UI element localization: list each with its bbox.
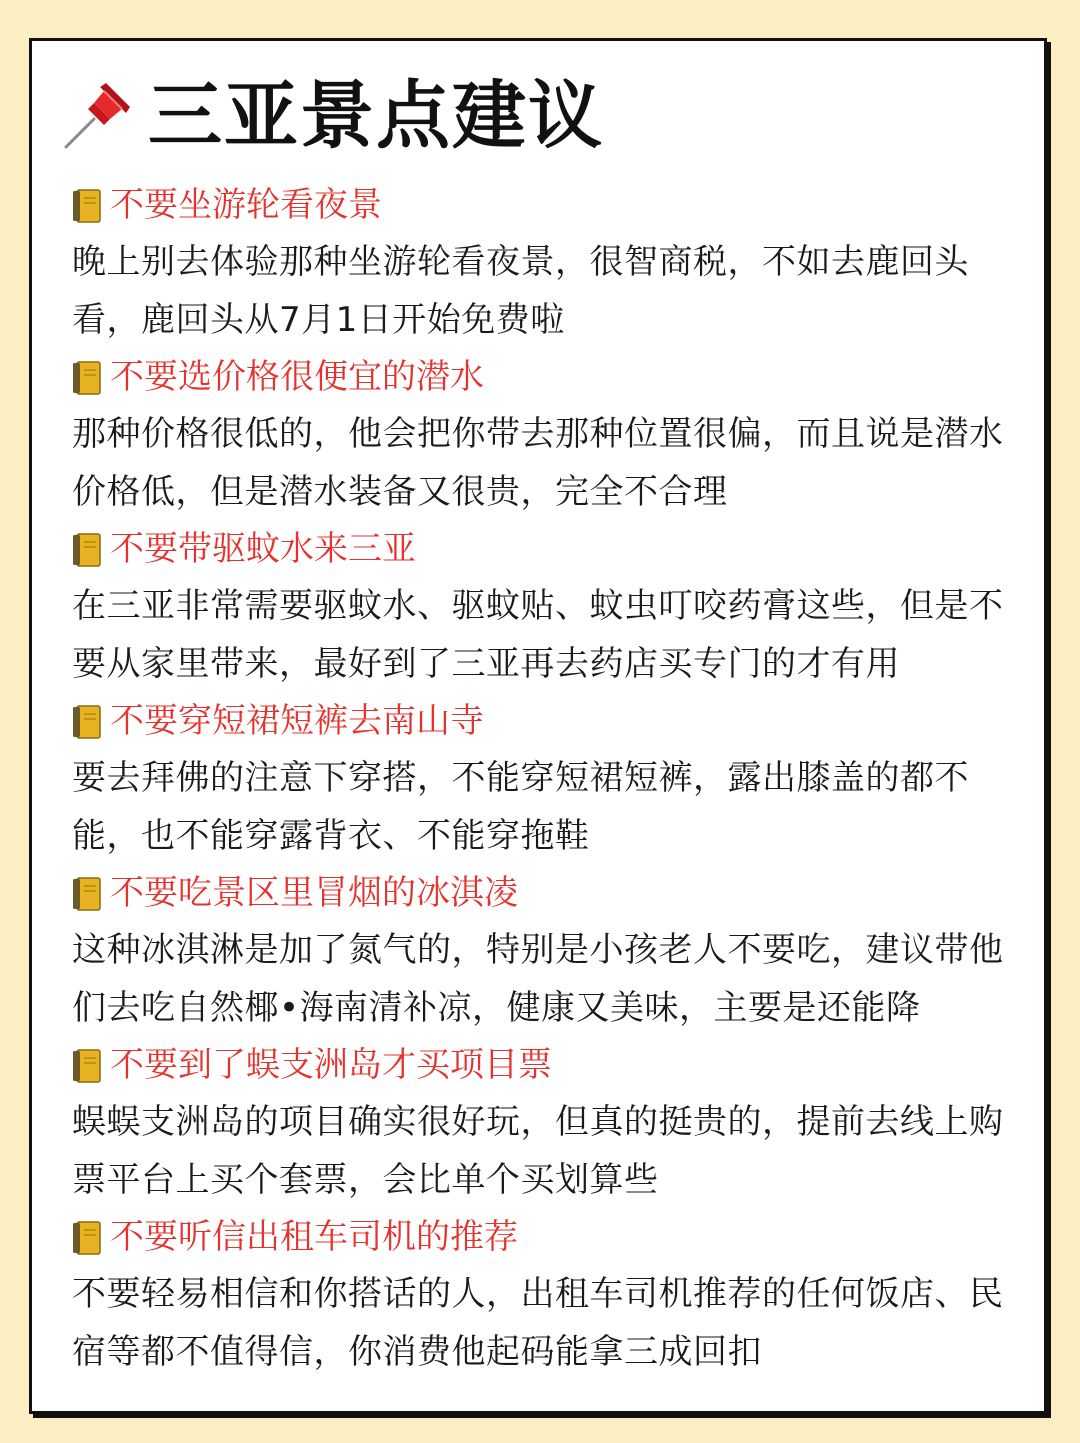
ledger-notebook-icon bbox=[72, 360, 102, 396]
page-title: 三亚景点建议 bbox=[148, 73, 604, 159]
pushpin-icon bbox=[60, 79, 134, 153]
ledger-notebook-icon bbox=[72, 1220, 102, 1256]
tip-body: 那种价格很低的，他会把你带去那种位置很偏，而且说是潜水价格低，但是潜水装备又很贵，完全不合理 bbox=[72, 414, 1004, 512]
tip-item bbox=[72, 521, 1032, 693]
tip-body: 要去拜佛的注意下穿搭，不能穿短裙短裤，露出膝盖的都不能，也不能穿露背衣、不能穿拖鞋 bbox=[72, 758, 969, 856]
tip-title: 不要带驱蚊水来三亚 bbox=[110, 529, 416, 569]
ledger-notebook-icon bbox=[72, 188, 102, 224]
tip-item bbox=[72, 865, 1032, 1037]
tip-title: 不要穿短裙短裤去南山寺 bbox=[110, 701, 484, 741]
ledger-notebook-icon bbox=[72, 876, 102, 912]
tip-item bbox=[72, 1209, 1032, 1381]
ledger-notebook-icon bbox=[72, 1048, 102, 1084]
tip-heading bbox=[72, 521, 1032, 578]
tip-item bbox=[72, 1037, 1032, 1209]
tip-title: 不要到了蜈支洲岛才买项目票 bbox=[110, 1045, 552, 1085]
tip-heading bbox=[72, 693, 1032, 750]
ledger-notebook-icon bbox=[72, 704, 102, 740]
title-row bbox=[60, 71, 604, 161]
tip-item bbox=[72, 693, 1032, 865]
tip-title: 不要吃景区里冒烟的冰淇凌 bbox=[110, 873, 518, 913]
tip-body: 在三亚非常需要驱蚊水、驱蚊贴、蚊虫叮咬药膏这些，但是不要从家里带来，最好到了三亚再去药店买专门的才有用 bbox=[72, 586, 1004, 684]
tip-heading bbox=[72, 177, 1032, 234]
tip-item bbox=[72, 349, 1032, 521]
tip-heading bbox=[72, 1209, 1032, 1266]
content-card bbox=[29, 38, 1047, 1414]
tip-title: 不要坐游轮看夜景 bbox=[110, 185, 382, 225]
tip-heading bbox=[72, 349, 1032, 406]
tip-item bbox=[72, 177, 1032, 349]
tip-heading bbox=[72, 1037, 1032, 1094]
tip-body: 这种冰淇淋是加了氮气的，特别是小孩老人不要吃，建议带他们去吃自然椰•海南清补凉，健康又美味，主要是还能降 bbox=[72, 930, 1004, 1028]
tip-heading bbox=[72, 865, 1032, 922]
tip-body: 晚上别去体验那种坐游轮看夜景，很智商税，不如去鹿回头看，鹿回头从7月1日开始免费啦 bbox=[72, 242, 969, 340]
tip-body: 蜈蜈支洲岛的项目确实很好玩，但真的挺贵的，提前去线上购票平台上买个套票，会比单个买划算些 bbox=[72, 1102, 1004, 1200]
tip-title: 不要听信出租车司机的推荐 bbox=[110, 1217, 518, 1257]
tip-body: 不要轻易相信和你搭话的人，出租车司机推荐的任何饭店、民宿等都不值得信，你消费他起码能拿三成回扣 bbox=[72, 1274, 1004, 1372]
ledger-notebook-icon bbox=[72, 532, 102, 568]
tip-title: 不要选价格很便宜的潜水 bbox=[110, 357, 484, 397]
tips-list bbox=[72, 177, 1032, 1381]
